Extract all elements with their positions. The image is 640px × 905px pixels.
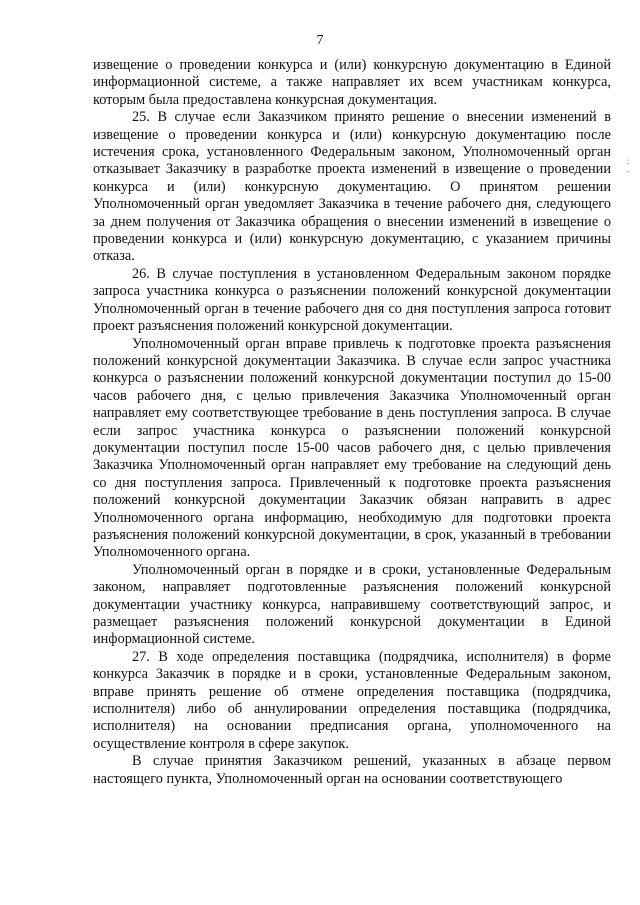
paragraph-clause-27: 27. В ходе определения поставщика (подрядчика, исполнителя) в форме конкурса Заказчик в порядке и в сроки, установленные Федеральным законом, вправе принять решение об отмене определения поставщика (подрядчика, исполнителя) либо об аннулировании определения поставщика (подрядчика, исполнителя) на основании предписания органа, уполномоченного на осуществление контроля в сфере закупок.	[93, 648, 611, 752]
paragraph-clause-26: 26. В случае поступления в установленном Федеральным законом порядке запроса участника конкурса о разъяснении положений конкурсной документации Уполномоченный орган в течение рабочего дня со дня поступления запроса готовит проект разъяснения положений конкурсной документации.	[93, 265, 611, 335]
paragraph-clause-27-part-2: В случае принятия Заказчиком решений, указанных в абзаце первом настоящего пункта, Уполномоченный орган на основании соответствующего	[93, 753, 611, 787]
paragraph-clause-25: 25. В случае если Заказчиком принято решение о внесении изменений в извещение о проведении конкурса и (или) конкурсную документацию после истечения срока, установленного Федеральным законом, Уполномоченный орган отказывает Заказчику в разработке проекта изменений в извещение о проведении конкурса и (или) конкурсную документацию. О принятом решении Уполномоченный орган уведомляет Заказчика в течение рабочего дня, следующего за днем получения от Заказчика обращения о внесении изменений в извещение о проведении конкурса и (или) конкурсную документацию, с указанием причины отказа.	[93, 109, 611, 265]
paragraph-clause-26-part-2: Уполномоченный орган вправе привлечь к подготовке проекта разъяснения положений конкурсной документации Заказчика. В случае если запрос участника конкурса о разъяснении положений конкурсной документации поступил до 15-00 часов рабочего дня, с целью привлечения Заказчика Уполномоченный орган направляет ему соответствующее требование в день поступления запроса. В случае если запрос участника конкурса о разъяснении положений конкурсной документации поступил после 15-00 часов рабочего дня, с целью привлечения Заказчика Уполномоченный орган направляет ему требование на следующий день со дня поступления запроса. Привлеченный к подготовке проекта разъяснения положений конкурсной документации Заказчик обязан направить в адрес Уполномоченного органа информацию, необходимую для подготовки проекта разъяснения положений конкурсной документации, в срок, указанный в требовании Уполномоченного органа.	[93, 335, 611, 561]
paragraph-continuation: извещение о проведении конкурса и (или) конкурсную документацию в Единой информационной системе, а также направляет их всем участникам конкурса, которым была предоставлена конкурсная документация.	[93, 57, 611, 108]
page-number: 7	[316, 33, 324, 48]
margin-artifact: : -	[627, 156, 630, 176]
document-body	[93, 57, 611, 788]
paragraph-clause-26-part-3: Уполномоченный орган в порядке и в сроки, установленные Федеральным законом, направляет подготовленные разъяснения положений конкурсной документации участнику конкурса, направившему соответствующий запрос, и размещает разъяснения положений конкурсной документации в Единой информационной системе.	[93, 561, 611, 648]
